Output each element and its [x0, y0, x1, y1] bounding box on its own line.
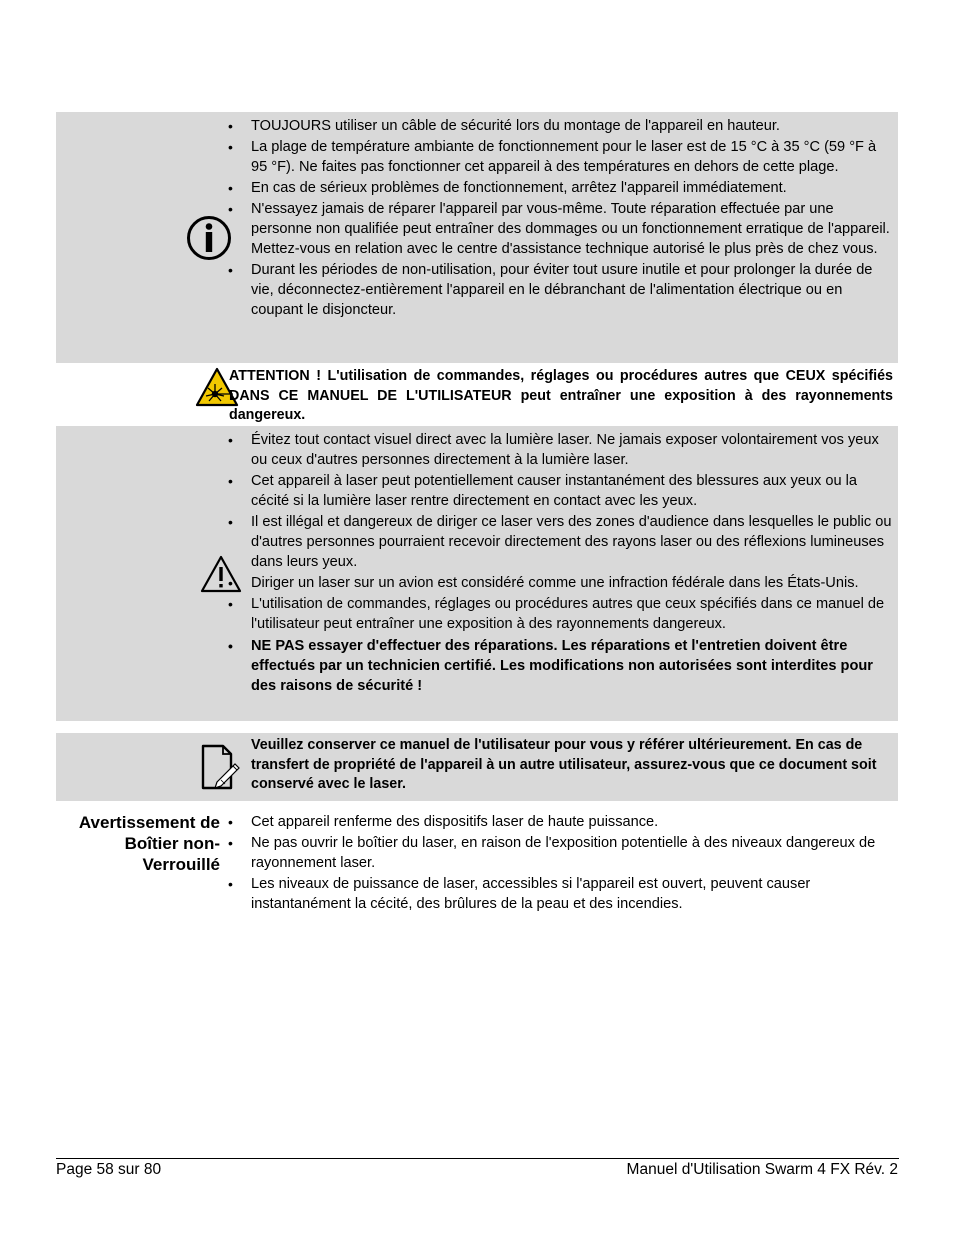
note-section	[56, 733, 898, 801]
footer-divider	[56, 1158, 899, 1159]
list-item: • Cet appareil à laser peut potentiellement causer instantanément des blessures aux yeux ou la cécité si la lumière laser rentre directement en contact avec les yeux.	[56, 471, 898, 511]
list-item: • Durant les périodes de non-utilisation, pour éviter tout usure inutile et pour prolonger la durée de vie, déconnectez-entièrement l'appareil en le débranchant de l'alimentation électrique ou en coupant le disjoncteur.	[56, 260, 898, 320]
list-item: • Diriger un laser sur un avion est considéré comme une infraction fédérale dans les États-Unis.	[56, 573, 898, 593]
note-icon-cell	[56, 733, 226, 801]
interlock-list	[56, 812, 898, 914]
list-item-bold: • NE PAS essayer d'effectuer des réparations. Les réparations et l'entretien doivent être effectués par un technicien certifié. Les modifications non autorisées sont interdites pour des raisons de sécurité !	[56, 636, 898, 696]
safety-section-laser	[56, 426, 898, 721]
general-safety-list	[56, 112, 898, 320]
footer-document-title: Manuel d'Utilisation Swarm 4 FX Rév. 2	[626, 1161, 898, 1178]
list-item: • L'utilisation de commandes, réglages ou procédures autres que ceux spécifiés dans ce manuel de l'utilisateur peut entraîner une exposition à des rayonnements dangereux.	[56, 594, 898, 634]
document-pen-icon	[199, 744, 243, 790]
list-item: • Évitez tout contact visuel direct avec la lumière laser. Ne jamais exposer volontairement vos yeux ou ceux d'autres personnes directement à la lumière laser.	[56, 430, 898, 470]
laser-safety-list	[56, 426, 898, 696]
list-item: • La plage de température ambiante de fonctionnement pour le laser est de 15 °C à 35 °C (59 °F à 95 °F). Ne faites pas fonctionner cet appareil à des températures en dehors de cette plage.	[56, 137, 898, 177]
list-item: • Ne pas ouvrir le boîtier du laser, en raison de l'exposition potentielle à des niveaux dangereux de rayonnement laser.	[56, 833, 898, 873]
laser-warning-text: ATTENTION ! L'utilisation de commandes, réglages ou procédures autres que CEUX spécifiés DANS CE MANUEL DE L'UTILISATEUR peut entraîner une exposition à des rayonnements dangereux.	[229, 368, 893, 423]
list-item: • N'essayez jamais de réparer l'appareil par vous-même. Toute réparation effectuée par une personne non qualifiée peut entraîner des dommages ou un fonctionnement erratique de l'appareil. Mettez-vous en relation avec le centre d'assistance technique autorisé le plus près de chez vous.	[56, 199, 898, 259]
interlock-section	[56, 812, 898, 917]
footer-page-number: Page 58 sur 80	[56, 1161, 162, 1178]
safety-section-general	[56, 112, 898, 363]
interlock-section-label: Avertissement de Boîtier non-Verrouillé	[78, 813, 220, 874]
list-item: • En cas de sérieux problèmes de fonctionnement, arrêtez l'appareil immédiatement.	[56, 178, 898, 198]
note-text: Veuillez conserver ce manuel de l'utilisateur pour vous y référer ultérieurement. En cas de transfert de propriété de l'appareil à un autre utilisateur, assurez-vous que ce document soit conservé avec le laser.	[251, 737, 877, 792]
list-item: • TOUJOURS utiliser un câble de sécurité lors du montage de l'appareil en hauteur.	[56, 116, 898, 136]
list-item: • Les niveaux de puissance de laser, accessibles si l'appareil est ouvert, peuvent causer instantanément la cécité, des brûlures de la peau et des incendies.	[56, 874, 898, 914]
laser-icon-cell	[56, 365, 226, 409]
list-item: • Cet appareil renferme des dispositifs laser de haute puissance.	[56, 812, 898, 832]
laser-warning-section	[56, 363, 898, 426]
list-item: • Il est illégal et dangereux de diriger ce laser vers des zones d'audience dans lesquelles le public ou d'autres personnes pourraient recevoir directement des rayons laser ou des réflexions lumineuses dans leurs yeux.	[56, 512, 898, 572]
